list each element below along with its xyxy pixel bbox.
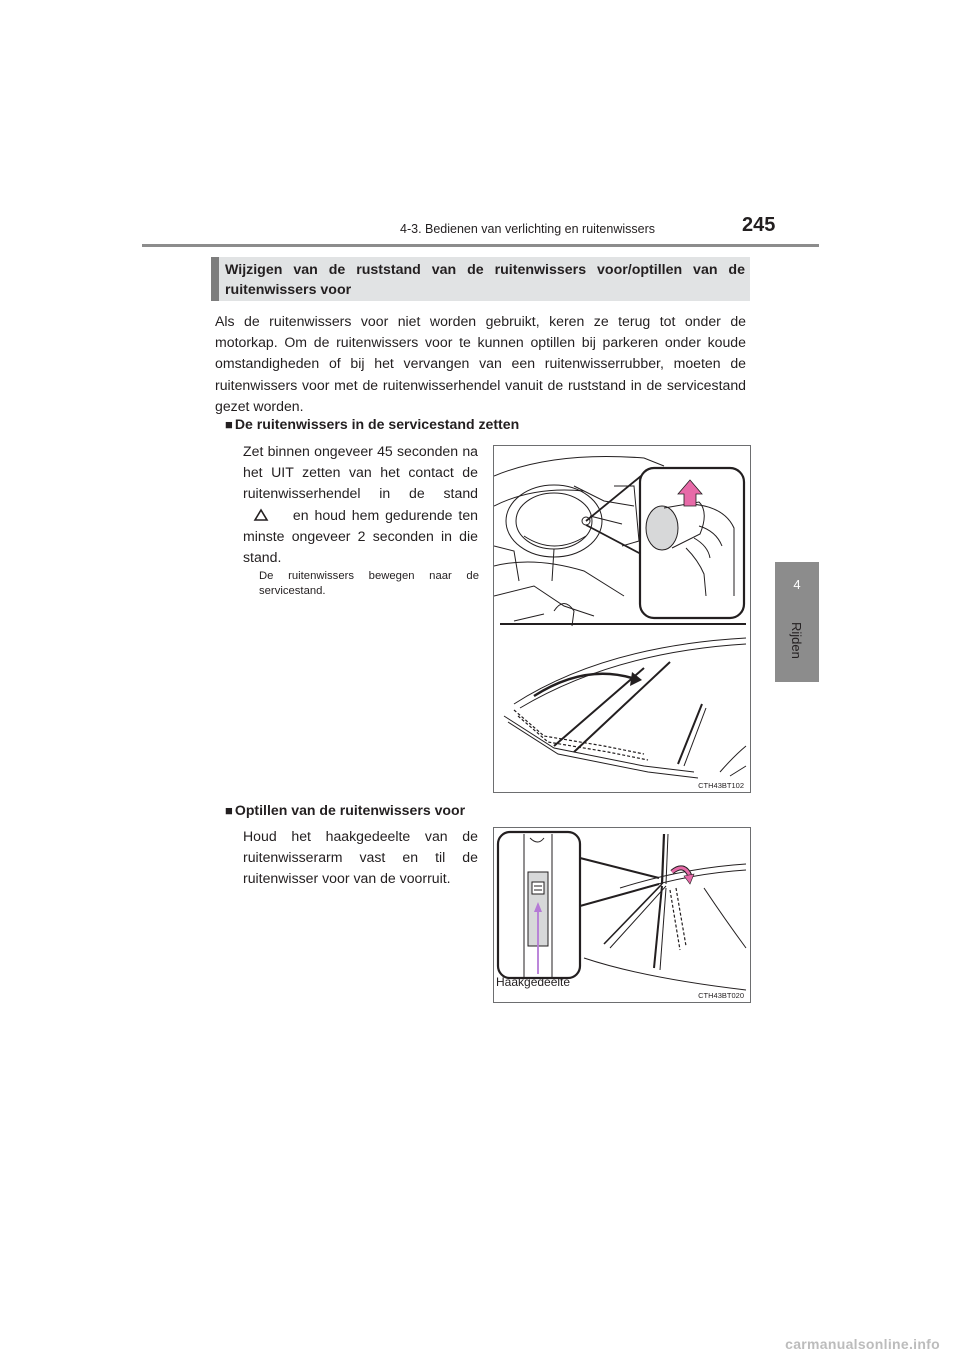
section-title-bar bbox=[211, 257, 750, 301]
header-rule bbox=[142, 244, 819, 247]
step-service-position bbox=[243, 441, 478, 568]
page-number: 245 bbox=[742, 214, 776, 236]
subheading-text: De ruitenwissers in de servicestand zetten bbox=[234, 416, 520, 432]
subheading-lift-wipers bbox=[225, 802, 465, 818]
section-title: Wijzigen van de ruststand van de ruitenwissers voor/optillen van de ruitenwissers voor bbox=[225, 262, 745, 298]
section-reference: 4-3. Bedienen van verlichting en ruitenwissers bbox=[400, 222, 655, 236]
step-lift-wipers: Houd het haakgedeelte van de ruitenwisserarm vast en til de ruitenwisser voor van de voorruit. bbox=[243, 828, 478, 887]
figure-wiper-lever bbox=[493, 445, 751, 793]
footer-watermark: carmanualsonline.info bbox=[785, 1336, 940, 1352]
chapter-number: 4 bbox=[793, 577, 801, 592]
mist-position-icon bbox=[243, 507, 287, 521]
figure-code: CTH43BT102 bbox=[698, 781, 744, 790]
step-text-before: Zet binnen ongeveer 45 seconden na het UIT zetten van het contact de ruitenwisserhendel in de stand bbox=[243, 443, 478, 502]
hook-part-label: Haakgedeelte bbox=[496, 975, 571, 989]
figure-lift-wiper bbox=[493, 827, 751, 1003]
chapter-label: Rijden bbox=[789, 622, 804, 659]
figure-wiper-lever-illustration bbox=[494, 446, 750, 792]
title-accent bbox=[211, 257, 219, 301]
step-text-after: en houd hem gedurende ten minste ongeveer 2 seconden in die stand. bbox=[243, 506, 478, 566]
step-note: De ruitenwissers bewegen naar de servicestand. bbox=[259, 570, 479, 597]
subheading-service-position bbox=[225, 416, 519, 432]
intro-paragraph: Als de ruitenwissers voor niet worden gebruikt, keren ze terug tot onder de motorkap. Om de ruitenwissers voor te kunnen optillen bij parkeren onder koude omstandigheden of bij het vervangen van een ruitenwisserrubber, moeten de ruitenwissers voor met de ruitenwisserhendel vanuit de ruststand in de servicestand gezet worden. bbox=[215, 313, 746, 414]
subheading-text: Optillen van de ruitenwissers voor bbox=[234, 802, 466, 818]
figure-code: CTH43BT020 bbox=[698, 991, 744, 1000]
